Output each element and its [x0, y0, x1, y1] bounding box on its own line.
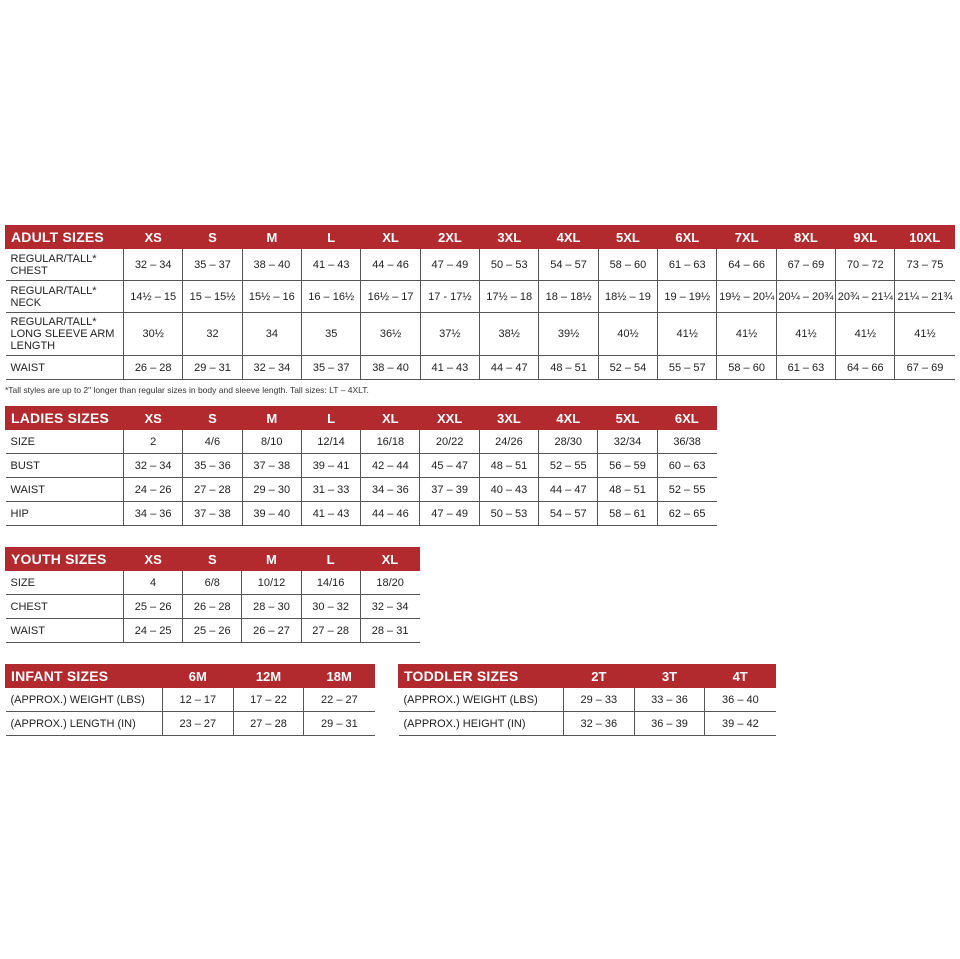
size-value-cell: 55 – 57 — [658, 356, 717, 380]
youth-row-size — [6, 571, 420, 595]
row-label: (APPROX.) HEIGHT (IN) — [399, 712, 564, 736]
size-value-cell: 40½ — [598, 313, 657, 356]
row-label: REGULAR/TALL* LONG SLEEVE ARM LENGTH — [6, 313, 124, 356]
size-value-cell: 54 – 57 — [539, 502, 598, 526]
size-value-cell: 29 – 31 — [183, 356, 242, 380]
size-value-cell: 35 – 37 — [183, 249, 242, 281]
size-value-cell: 44 – 46 — [361, 502, 420, 526]
ladies-size-header-6xl: 6XL — [657, 407, 716, 430]
toddler-row-approx-height-in — [399, 712, 776, 736]
size-value-cell: 35 — [302, 313, 361, 356]
youth-table-title: YOUTH SIZES — [6, 548, 124, 571]
size-value-cell: 18½ – 19 — [598, 281, 657, 313]
adult-header-row — [6, 226, 955, 249]
ladies-row-bust — [6, 454, 717, 478]
size-value-cell: 32 – 34 — [124, 249, 183, 281]
adult-size-header-6xl: 6XL — [658, 226, 717, 249]
size-value-cell: 34 – 36 — [124, 502, 183, 526]
ladies-size-header-4xl: 4XL — [539, 407, 598, 430]
adult-table-title: ADULT SIZES — [6, 226, 124, 249]
size-value-cell: 38 – 40 — [361, 356, 420, 380]
row-label: REGULAR/TALL* CHEST — [6, 249, 124, 281]
adult-size-header-5xl: 5XL — [598, 226, 657, 249]
row-label: HIP — [6, 502, 124, 526]
size-value-cell: 16/18 — [361, 430, 420, 454]
youth-size-header-xs: XS — [124, 548, 183, 571]
adult-row-regular-tall-long-sleeve-arm-length — [6, 313, 955, 356]
row-label: SIZE — [6, 571, 124, 595]
size-value-cell: 21¼ – 21¾ — [895, 281, 955, 313]
size-value-cell: 26 – 27 — [242, 619, 301, 643]
size-value-cell: 39 – 40 — [242, 502, 301, 526]
tall-sizes-note: *Tall styles are up to 2" longer than regular sizes in body and sleeve length. Tall sizes: LT – 4XLT. — [5, 385, 369, 395]
size-value-cell: 44 – 46 — [361, 249, 420, 281]
size-value-cell: 24 – 26 — [124, 478, 183, 502]
size-value-cell: 34 – 36 — [361, 478, 420, 502]
size-value-cell: 25 – 26 — [183, 619, 242, 643]
adult-row-regular-tall-neck — [6, 281, 955, 313]
size-value-cell: 44 – 47 — [539, 478, 598, 502]
size-value-cell: 4 — [124, 571, 183, 595]
size-value-cell: 70 – 72 — [836, 249, 895, 281]
size-value-cell: 33 – 36 — [634, 688, 705, 712]
size-value-cell: 27 – 28 — [301, 619, 360, 643]
ladies-size-header-xs: XS — [124, 407, 183, 430]
size-value-cell: 17 – 22 — [233, 688, 304, 712]
size-value-cell: 6/8 — [183, 571, 242, 595]
row-label: (APPROX.) WEIGHT (LBS) — [399, 688, 564, 712]
size-value-cell: 38½ — [480, 313, 539, 356]
ladies-size-header-m: M — [242, 407, 301, 430]
size-value-cell: 60 – 63 — [657, 454, 716, 478]
size-value-cell: 39 – 41 — [301, 454, 360, 478]
ladies-row-waist — [6, 478, 717, 502]
toddler-row-approx-weight-lbs — [399, 688, 776, 712]
size-value-cell: 26 – 28 — [183, 595, 242, 619]
ladies-row-hip — [6, 502, 717, 526]
size-value-cell: 28 – 31 — [360, 619, 419, 643]
size-value-cell: 26 – 28 — [124, 356, 183, 380]
ladies-size-table — [5, 406, 717, 526]
size-value-cell: 37 – 38 — [183, 502, 242, 526]
size-value-cell: 27 – 28 — [233, 712, 304, 736]
size-value-cell: 45 – 47 — [420, 454, 479, 478]
size-value-cell: 29 – 30 — [242, 478, 301, 502]
ladies-size-header-l: L — [301, 407, 360, 430]
size-value-cell: 20¾ – 21¼ — [836, 281, 895, 313]
size-value-cell: 41 – 43 — [301, 502, 360, 526]
youth-size-header-xl: XL — [360, 548, 419, 571]
size-value-cell: 19 – 19½ — [658, 281, 717, 313]
size-value-cell: 38 – 40 — [242, 249, 301, 281]
row-label: CHEST — [6, 595, 124, 619]
adult-size-header-10xl: 10XL — [895, 226, 955, 249]
size-value-cell: 67 – 69 — [895, 356, 955, 380]
adult-size-header-xs: XS — [124, 226, 183, 249]
size-value-cell: 29 – 33 — [564, 688, 635, 712]
size-value-cell: 42 – 44 — [361, 454, 420, 478]
size-value-cell: 34 — [242, 313, 301, 356]
adult-size-header-xl: XL — [361, 226, 420, 249]
row-label: SIZE — [6, 430, 124, 454]
size-value-cell: 41½ — [658, 313, 717, 356]
row-label: WAIST — [6, 478, 124, 502]
size-value-cell: 18/20 — [360, 571, 419, 595]
toddler-table-title: TODDLER SIZES — [399, 665, 564, 688]
size-value-cell: 30 – 32 — [301, 595, 360, 619]
size-value-cell: 61 – 63 — [776, 356, 835, 380]
adult-size-header-9xl: 9XL — [836, 226, 895, 249]
size-value-cell: 52 – 54 — [598, 356, 657, 380]
size-value-cell: 23 – 27 — [163, 712, 234, 736]
adult-size-header-m: M — [242, 226, 301, 249]
size-value-cell: 36 – 40 — [705, 688, 776, 712]
adult-row-waist — [6, 356, 955, 380]
size-value-cell: 17 - 17½ — [420, 281, 479, 313]
ladies-size-header-xl: XL — [361, 407, 420, 430]
size-value-cell: 32 – 34 — [360, 595, 419, 619]
size-value-cell: 17½ – 18 — [480, 281, 539, 313]
row-label: WAIST — [6, 356, 124, 380]
toddler-size-header-3t: 3T — [634, 665, 705, 688]
row-label: (APPROX.) LENGTH (IN) — [6, 712, 163, 736]
size-value-cell: 41 – 43 — [302, 249, 361, 281]
infant-row-approx-weight-lbs — [6, 688, 375, 712]
size-value-cell: 24 – 25 — [124, 619, 183, 643]
infant-size-header-6m: 6M — [163, 665, 234, 688]
size-value-cell: 39½ — [539, 313, 598, 356]
youth-size-table — [5, 547, 420, 643]
size-value-cell: 41 – 43 — [420, 356, 479, 380]
size-value-cell: 10/12 — [242, 571, 301, 595]
size-value-cell: 41½ — [895, 313, 955, 356]
youth-size-header-l: L — [301, 548, 360, 571]
size-value-cell: 4/6 — [183, 430, 242, 454]
size-value-cell: 44 – 47 — [480, 356, 539, 380]
size-value-cell: 20/22 — [420, 430, 479, 454]
ladies-size-header-xxl: XXL — [420, 407, 479, 430]
adult-row-regular-tall-chest — [6, 249, 955, 281]
row-label: (APPROX.) WEIGHT (LBS) — [6, 688, 163, 712]
youth-size-header-m: M — [242, 548, 301, 571]
size-value-cell: 36½ — [361, 313, 420, 356]
size-value-cell: 25 – 26 — [124, 595, 183, 619]
size-value-cell: 24/26 — [479, 430, 538, 454]
size-value-cell: 62 – 65 — [657, 502, 716, 526]
size-value-cell: 20¼ – 20¾ — [776, 281, 835, 313]
ladies-table-title: LADIES SIZES — [6, 407, 124, 430]
infant-size-header-12m: 12M — [233, 665, 304, 688]
size-value-cell: 32 – 36 — [564, 712, 635, 736]
ladies-header-row — [6, 407, 717, 430]
size-value-cell: 52 – 55 — [539, 454, 598, 478]
infant-header-row — [6, 665, 375, 688]
size-value-cell: 67 – 69 — [776, 249, 835, 281]
size-value-cell: 41½ — [836, 313, 895, 356]
size-value-cell: 61 – 63 — [658, 249, 717, 281]
adult-size-table — [5, 225, 955, 380]
size-value-cell: 29 – 31 — [304, 712, 375, 736]
row-label: WAIST — [6, 619, 124, 643]
size-value-cell: 36/38 — [657, 430, 716, 454]
youth-row-waist — [6, 619, 420, 643]
size-value-cell: 32 – 34 — [242, 356, 301, 380]
size-value-cell: 32 – 34 — [124, 454, 183, 478]
infant-table-title: INFANT SIZES — [6, 665, 163, 688]
size-value-cell: 64 – 66 — [717, 249, 776, 281]
size-value-cell: 36 – 39 — [634, 712, 705, 736]
size-value-cell: 28/30 — [539, 430, 598, 454]
ladies-size-header-5xl: 5XL — [598, 407, 657, 430]
size-value-cell: 28 – 30 — [242, 595, 301, 619]
size-value-cell: 15 – 15½ — [183, 281, 242, 313]
ladies-size-header-3xl: 3XL — [479, 407, 538, 430]
size-value-cell: 64 – 66 — [836, 356, 895, 380]
size-value-cell: 41½ — [776, 313, 835, 356]
size-value-cell: 48 – 51 — [598, 478, 657, 502]
size-value-cell: 19½ – 20¼ — [717, 281, 776, 313]
size-value-cell: 37½ — [420, 313, 479, 356]
size-value-cell: 14½ – 15 — [124, 281, 183, 313]
infant-size-header-18m: 18M — [304, 665, 375, 688]
row-label: REGULAR/TALL* NECK — [6, 281, 124, 313]
adult-size-header-l: L — [302, 226, 361, 249]
size-value-cell: 30½ — [124, 313, 183, 356]
size-value-cell: 56 – 59 — [598, 454, 657, 478]
size-value-cell: 12 – 17 — [163, 688, 234, 712]
infant-size-table — [5, 664, 375, 736]
size-value-cell: 35 – 37 — [302, 356, 361, 380]
adult-size-header-8xl: 8XL — [776, 226, 835, 249]
toddler-size-header-2t: 2T — [564, 665, 635, 688]
size-value-cell: 48 – 51 — [539, 356, 598, 380]
size-value-cell: 35 – 36 — [183, 454, 242, 478]
size-value-cell: 47 – 49 — [420, 502, 479, 526]
size-value-cell: 37 – 38 — [242, 454, 301, 478]
size-value-cell: 22 – 27 — [304, 688, 375, 712]
toddler-header-row — [399, 665, 776, 688]
size-value-cell: 32/34 — [598, 430, 657, 454]
size-value-cell: 41½ — [717, 313, 776, 356]
size-value-cell: 27 – 28 — [183, 478, 242, 502]
size-value-cell: 47 – 49 — [420, 249, 479, 281]
size-value-cell: 14/16 — [301, 571, 360, 595]
toddler-size-table — [398, 664, 776, 736]
adult-size-header-4xl: 4XL — [539, 226, 598, 249]
size-value-cell: 48 – 51 — [479, 454, 538, 478]
size-value-cell: 58 – 61 — [598, 502, 657, 526]
size-value-cell: 16 – 16½ — [302, 281, 361, 313]
infant-row-approx-length-in — [6, 712, 375, 736]
size-value-cell: 37 – 39 — [420, 478, 479, 502]
ladies-size-header-s: S — [183, 407, 242, 430]
size-value-cell: 54 – 57 — [539, 249, 598, 281]
size-value-cell: 32 — [183, 313, 242, 356]
size-value-cell: 12/14 — [301, 430, 360, 454]
size-value-cell: 58 – 60 — [717, 356, 776, 380]
adult-size-header-s: S — [183, 226, 242, 249]
youth-header-row — [6, 548, 420, 571]
size-value-cell: 50 – 53 — [480, 249, 539, 281]
size-value-cell: 52 – 55 — [657, 478, 716, 502]
adult-size-header-3xl: 3XL — [480, 226, 539, 249]
ladies-row-size — [6, 430, 717, 454]
size-value-cell: 39 – 42 — [705, 712, 776, 736]
adult-size-header-2xl: 2XL — [420, 226, 479, 249]
size-value-cell: 73 – 75 — [895, 249, 955, 281]
size-value-cell: 8/10 — [242, 430, 301, 454]
toddler-size-header-4t: 4T — [705, 665, 776, 688]
youth-row-chest — [6, 595, 420, 619]
size-value-cell: 58 – 60 — [598, 249, 657, 281]
size-value-cell: 50 – 53 — [479, 502, 538, 526]
size-value-cell: 16½ – 17 — [361, 281, 420, 313]
size-value-cell: 2 — [124, 430, 183, 454]
size-value-cell: 31 – 33 — [301, 478, 360, 502]
size-value-cell: 15½ – 16 — [242, 281, 301, 313]
youth-size-header-s: S — [183, 548, 242, 571]
size-value-cell: 18 – 18½ — [539, 281, 598, 313]
adult-size-header-7xl: 7XL — [717, 226, 776, 249]
size-value-cell: 40 – 43 — [479, 478, 538, 502]
row-label: BUST — [6, 454, 124, 478]
